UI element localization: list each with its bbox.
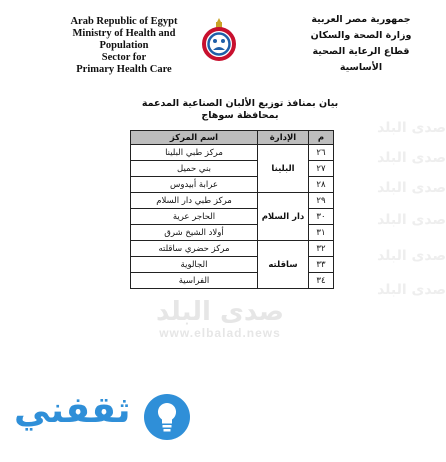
- admin-cell: البلينا: [258, 145, 309, 193]
- center-name: بني حميل: [131, 161, 258, 177]
- watermark-row: صدى البلد: [377, 120, 446, 136]
- row-num: ٣١: [309, 225, 334, 241]
- center-name: مركز طبي البلينا: [131, 145, 258, 161]
- header-num: م: [309, 131, 334, 145]
- row-num: ٢٦: [309, 145, 334, 161]
- center-name: الجالوية: [131, 257, 258, 273]
- watermark-row: صدى البلد: [377, 180, 446, 196]
- lightbulb-icon: [142, 392, 192, 442]
- center-name: الحاجر عرية: [131, 209, 258, 225]
- header-admin: الإدارة: [258, 131, 309, 145]
- elbalad-watermark: [120, 298, 320, 340]
- title-line: بيان بمنافذ توزيع الألبان الصناعية المدعمة: [141, 98, 339, 109]
- watermark-row: صدى البلد: [377, 282, 446, 298]
- title-line: بمحافظة سوهاج: [201, 110, 279, 121]
- center-name: مركز حضري ساقلته: [131, 241, 258, 257]
- admin-cell: دار السلام: [258, 193, 309, 241]
- thaqafni-logo: [14, 390, 214, 450]
- header-english-line: Sector for: [101, 52, 147, 63]
- header-arabic-line: قطاع الرعاية الصحية الأساسية: [312, 46, 410, 73]
- center-name: مركز طبي دار السلام: [131, 193, 258, 209]
- admin-cell: ساقلته: [258, 241, 309, 289]
- ministry-logo-icon: [200, 14, 238, 66]
- center-name: عرابة أبيدوس: [131, 177, 258, 193]
- header-english: [54, 16, 194, 76]
- center-name: الفراسية: [131, 273, 258, 289]
- thaqafni-logo-text: ثقفني: [14, 390, 131, 431]
- header-arabic-line: جمهورية مصر العربية: [311, 14, 411, 25]
- elbalad-watermark-name: صدى البلد: [156, 297, 284, 327]
- table-header-row: [131, 131, 334, 145]
- header-english-line: Ministry of Health and Population: [72, 28, 176, 51]
- row-num: ٢٨: [309, 177, 334, 193]
- header-arabic-line: وزارة الصحة والسكان: [310, 30, 412, 41]
- row-num: ٢٩: [309, 193, 334, 209]
- row-num: ٣٣: [309, 257, 334, 273]
- table-row: [131, 145, 334, 161]
- distribution-table: [130, 130, 334, 289]
- watermark-row: صدى البلد: [377, 212, 446, 228]
- table-row: [131, 241, 334, 257]
- header-arabic: [296, 12, 426, 76]
- watermark-row: صدى البلد: [377, 150, 446, 166]
- watermark-row: صدى البلد: [377, 248, 446, 264]
- header-center: اسم المركز: [131, 131, 258, 145]
- table-row: [131, 193, 334, 209]
- row-num: ٣٢: [309, 241, 334, 257]
- row-num: ٢٧: [309, 161, 334, 177]
- elbalad-watermark-url: www.elbalad.news: [159, 326, 281, 340]
- header-english-line: Primary Health Care: [76, 64, 172, 75]
- document-title: [130, 98, 350, 122]
- center-name: أولاد الشيخ شرق: [131, 225, 258, 241]
- row-num: ٣٤: [309, 273, 334, 289]
- header-english-line: Arab Republic of Egypt: [70, 16, 178, 27]
- row-num: ٣٠: [309, 209, 334, 225]
